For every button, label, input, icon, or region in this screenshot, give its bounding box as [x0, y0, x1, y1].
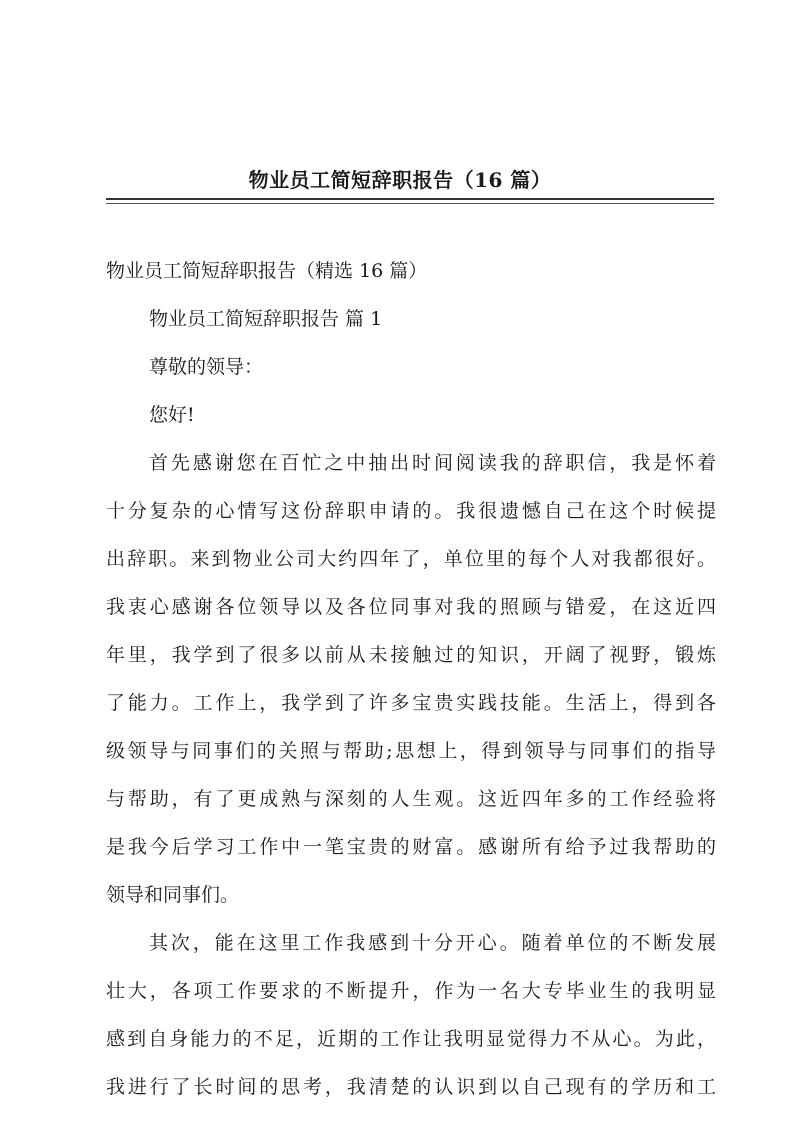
paragraph-line: 壮大，各项工作要求的不断提升，作为一名大专毕业生的我明显 — [106, 980, 716, 1002]
title-rule-thick — [106, 198, 714, 200]
paragraph-line: 其次，能在这里工作我感到十分开心。随着单位的不断发展 — [149, 932, 716, 954]
document-body — [106, 247, 716, 1111]
paragraph-line: 是我今后学习工作中一笔宝贵的财富。感谢所有给予过我帮助的 — [106, 836, 716, 858]
paragraph-line: 了能力。工作上，我学到了许多宝贵实践技能。生活上，得到各 — [106, 692, 716, 714]
paragraph-line: 我进行了长时间的思考，我清楚的认识到以自己现有的学历和工 — [106, 1076, 716, 1098]
paragraph-line: 与帮助，有了更成熟与深刻的人生观。这近四年多的工作经验将 — [106, 788, 716, 810]
paragraph-line: 十分复杂的心情写这份辞职申请的。我很遗憾自己在这个时候提 — [106, 500, 716, 522]
document-title: 物业员工简短辞职报告（16 篇） — [248, 168, 552, 192]
paragraph-line: 首先感谢您在百忙之中抽出时间阅读我的辞职信，我是怀着 — [149, 452, 716, 474]
paragraph-line: 级领导与同事们的关照与帮助;思想上，得到领导与同事们的指导 — [106, 740, 716, 762]
paragraph-line: 我衷心感谢各位领导以及各位同事对我的照顾与错爱，在这近四 — [106, 596, 716, 618]
section-heading: 物业员工简短辞职报告 篇 1 — [149, 308, 383, 330]
paragraph-2 — [106, 919, 716, 1111]
paragraph-line: 感到自身能力的不足，近期的工作让我明显觉得力不从心。为此， — [106, 1028, 716, 1050]
paragraph-line: 年里，我学到了很多以前从未接触过的知识，开阔了视野，锻炼 — [106, 644, 716, 666]
paragraph-1 — [106, 439, 716, 919]
document-subtitle: 物业员工简短辞职报告（精选 16 篇） — [106, 260, 428, 282]
paragraph-line: 领导和同事们。 — [106, 884, 240, 906]
paragraph-line: 出辞职。来到物业公司大约四年了，单位里的每个人对我都很好。 — [106, 548, 716, 570]
greeting: 您好! — [149, 404, 195, 426]
salutation: 尊敬的领导： — [149, 356, 264, 378]
title-rule-thin — [106, 203, 714, 204]
